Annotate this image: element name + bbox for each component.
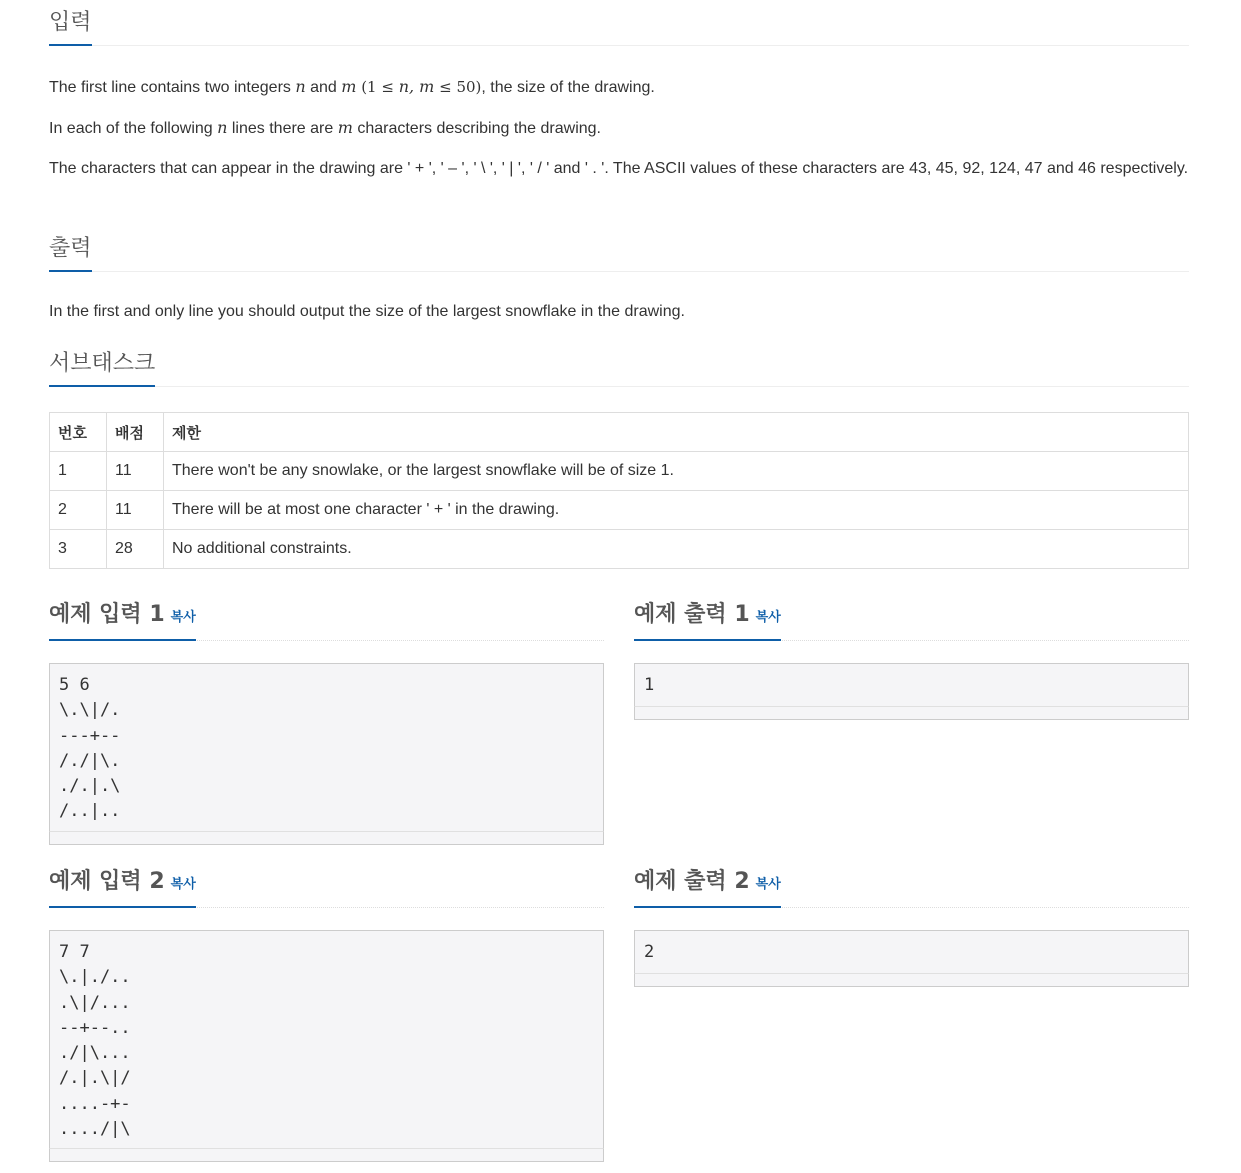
input-line-3: The characters that can appear in the drawing are ' + ', ' – ', ' \ ', ' | ', ' / ' and ' . '. The ASCII values of these characters are 43, 45, 92, 124, 47 and 46 respectively. [49,160,1189,177]
sample-output-2-header [634,869,1189,908]
subtask-header-limit: 제한 [164,413,1189,452]
table-row [50,452,1189,491]
input-section-header [49,10,1189,46]
subtask-header-row [50,413,1189,452]
table-row [50,491,1189,530]
sample-input-1-footer [49,831,604,845]
output-section-title: 출력 [49,236,92,272]
subtask-limit: There will be at most one character ' + ' in the drawing. [164,491,1189,530]
sample-input-2-header [49,869,604,908]
input-description [49,71,1189,184]
copy-button[interactable]: 복사 [170,877,196,892]
subtask-number: 3 [50,530,107,569]
subtask-limit: No additional constraints. [164,530,1189,569]
sample-output-1-text[interactable]: 1 [634,663,1189,706]
input-section-title: 입력 [49,10,92,46]
subtask-score: 11 [107,452,164,491]
sample-output-1-footer [634,706,1189,720]
output-description: In the first and only line you should output the size of the largest snowflake in the drawing. [49,303,685,320]
sample-input-1-text[interactable]: 5 6 \.\|/. ---+-- /./|\. ./.|.\ /..|.. [49,663,604,831]
subtask-score: 28 [107,530,164,569]
sample-input-2-footer [49,1148,604,1162]
sample-input-2-text[interactable]: 7 7 \.|./.. .\|/... --+--.. ./|\... /.|.\|/ ....-+- ..../|\ [49,930,604,1148]
sample-output-1-box [634,663,1189,720]
subtask-header-score: 배점 [107,413,164,452]
subtask-table [49,412,1189,569]
copy-button[interactable]: 복사 [755,610,781,625]
subtask-limit: There won't be any snowlake, or the largest snowflake will be of size 1. [164,452,1189,491]
sample-input-2-box [49,930,604,1162]
sample-output-2-title: 예제 출력 2 복사 [634,869,781,908]
sample-input-1-box [49,663,604,845]
table-row [50,530,1189,569]
input-line-1: The first line contains two integers n and m (1 ≤ n, m ≤ 50), the size of the drawing. [49,77,655,96]
copy-button[interactable]: 복사 [755,877,781,892]
sample-input-2-title: 예제 입력 2 복사 [49,869,196,908]
sample-output-2-footer [634,973,1189,987]
sample-output-2-text[interactable]: 2 [634,930,1189,973]
subtask-header-number: 번호 [50,413,107,452]
subtask-score: 11 [107,491,164,530]
output-section-header [49,236,1189,272]
copy-button[interactable]: 복사 [170,610,196,625]
sample-input-1-title: 예제 입력 1 복사 [49,602,196,641]
subtask-section-header [49,351,1189,387]
subtask-number: 1 [50,452,107,491]
sample-output-1-title: 예제 출력 1 복사 [634,602,781,641]
input-line-2: In each of the following n lines there are m characters describing the drawing. [49,118,601,137]
sample-input-1-header [49,602,604,641]
sample-output-2-box [634,930,1189,987]
subtask-section-title: 서브태스크 [49,351,155,387]
subtask-number: 2 [50,491,107,530]
sample-output-1-header [634,602,1189,641]
